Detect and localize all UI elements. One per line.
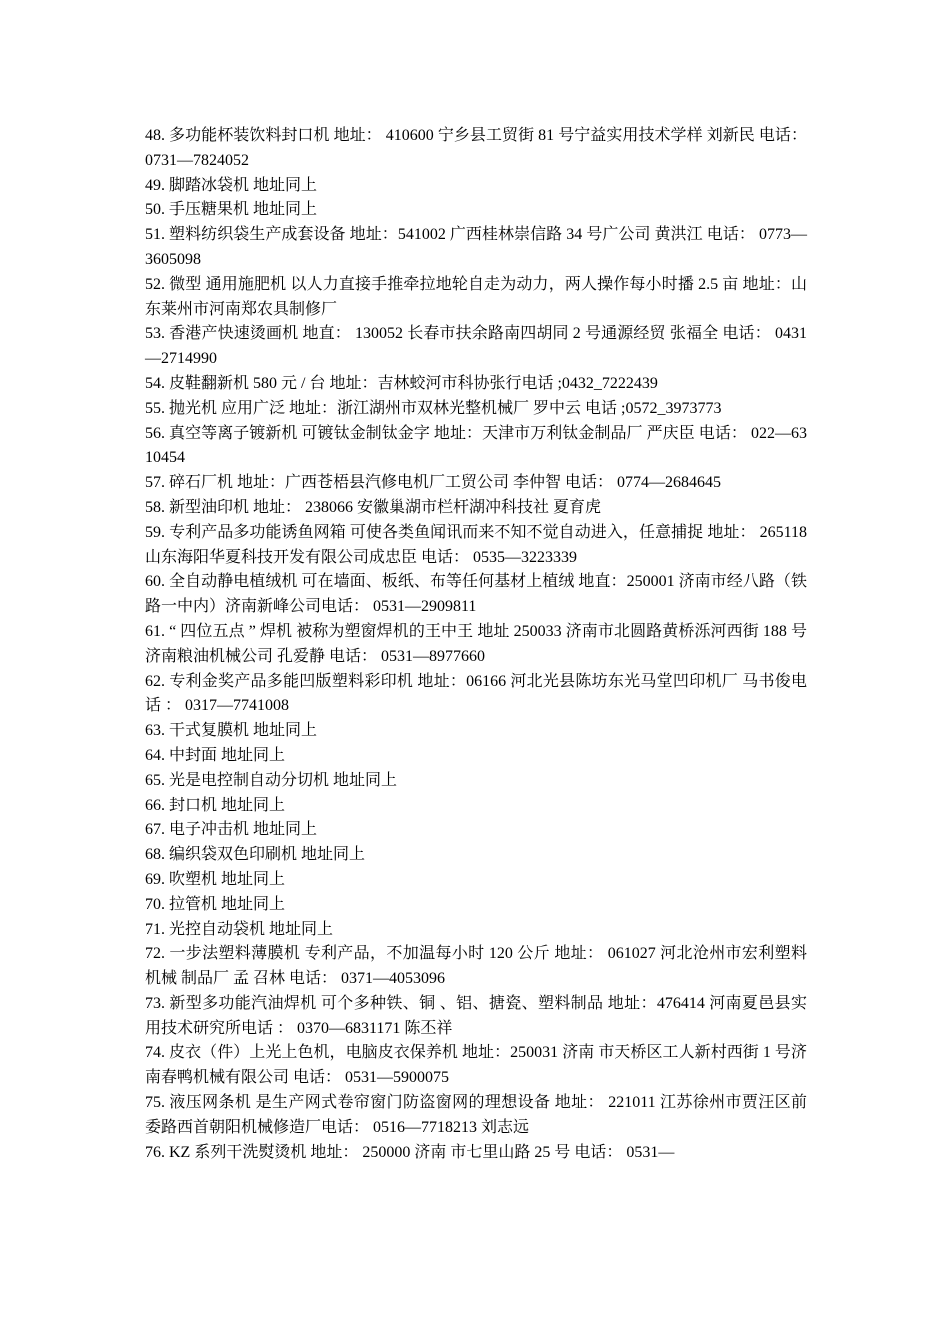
list-item: 50. 手压糖果机 地址同上	[145, 201, 318, 219]
list-item: 72. 一步法塑料薄膜机 专利产品，不加温每小时 120 公斤 地址： 061027 河北沧州市宏利塑料机械 制品厂 孟 召林 电话： 0371—4053096	[145, 945, 807, 988]
list-item: 53. 香港产快速烫画机 地直： 130052 长春市扶余路南四胡同 2 号通源经贸 张福全 电话： 0431—2714990	[145, 325, 807, 368]
list-item: 71. 光控自动袋机 地址同上	[145, 920, 334, 938]
list-item: 49. 脚踏冰袋机 地址同上	[145, 176, 318, 194]
list-item: 54. 皮鞋翻新机 580 元 / 台 地址：吉林蛟河市科协张行电话 ;0432_7222439	[145, 374, 658, 392]
list-item: 70. 拉管机 地址同上	[145, 895, 286, 913]
list-item: 51. 塑料纺织袋生产成套设备 地址：541002 广西桂林崇信路 34 号广公司 黄洪江 电话： 0773—3605098	[145, 226, 807, 268]
list-item: 56. 真空等离子镀新机 可镀钛金制钛金字 地址：天津市万利钛金制品厂 严庆臣 电话： 022—6310454	[145, 424, 807, 467]
document-body	[145, 124, 807, 1165]
list-item: 55. 抛光机 应用广泛 地址：浙江湖州市双林光整机械厂 罗中云 电话 ;0572_3973773	[145, 399, 722, 417]
list-item: 66. 封口机 地址同上	[145, 796, 286, 814]
list-item: 48. 多功能杯装饮料封口机 地址： 410600 宁乡县工贸街 81 号宁益实用技术学样 刘新民 电话： 0731—7824052	[145, 127, 807, 169]
list-item: 59. 专利产品多功能诱鱼网箱 可使各类鱼闻讯而来不知不觉自动进入，任意捕捉 地址： 265118 山东海阳华夏科技开发有限公司成忠臣 电话： 0535—3223339	[145, 523, 807, 566]
list-item: 75. 液压网条机 是生产网式卷帘窗门防盗窗网的理想设备 地址： 221011 江苏徐州市贾汪区前委路西首朝阳机械修造厂电话： 0516—7718213 刘志远	[145, 1094, 807, 1136]
list-item: 61. “ 四位五点 ” 焊机 被称为塑窗焊机的王中王 地址 250033 济南市北圆路黄桥泺河西街 188 号济南粮油机械公司 孔爱静 电话： 0531—8977660	[145, 622, 807, 665]
list-item: 63. 干式复膜机 地址同上	[145, 722, 318, 740]
list-item: 67. 电子冲击机 地址同上	[145, 821, 318, 839]
list-item: 65. 光是电控制自动分切机 地址同上	[145, 771, 398, 789]
list-item: 64. 中封面 地址同上	[145, 746, 286, 764]
list-item: 52. 微型 通用施肥机 以人力直接手推牵拉地轮自走为动力，两人操作每小时播 2.5 亩 地址：山东莱州市河南郑农具制修厂	[145, 275, 807, 318]
list-item: 57. 碎石厂机 地址：广西苍梧县汽修电机厂工贸公司 李仲智 电话： 0774—2684645	[145, 474, 722, 492]
list-item: 74. 皮衣（件）上光上色机，电脑皮衣保养机 地址：250031 济南 市天桥区工人新村西街 1 号济南春鸭机械有限公司 电话： 0531—5900075	[145, 1044, 807, 1087]
list-item: 60. 全自动静电植绒机 可在墙面、板纸、布等任何基材上植绒 地直：250001 济南市经八路（铁路一中内）济南新峰公司电话： 0531—2909811	[145, 573, 807, 616]
list-item: 76. KZ 系列干洗熨烫机 地址： 250000 济南 市七里山路 25 号 电话： 0531—	[145, 1143, 675, 1161]
list-item: 58. 新型油印机 地址： 238066 安徽巢湖市栏杆湖冲科技社 夏育虎	[145, 498, 602, 516]
list-item: 73. 新型多功能汽油焊机 可个多种铁、铜 、铝、搪瓷、塑料制品 地址：476414 河南夏邑县实用技术研究所电话 ： 0370—6831171 陈丕祥	[145, 994, 807, 1037]
list-item: 68. 编织袋双色印刷机 地址同上	[145, 846, 366, 864]
list-item: 69. 吹塑机 地址同上	[145, 870, 286, 888]
list-item: 62. 专利金奖产品多能凹版塑料彩印机 地址：06166 河北光县陈坊东光马堂凹印机厂 马书俊电话 ： 0317—7741008	[145, 672, 807, 715]
